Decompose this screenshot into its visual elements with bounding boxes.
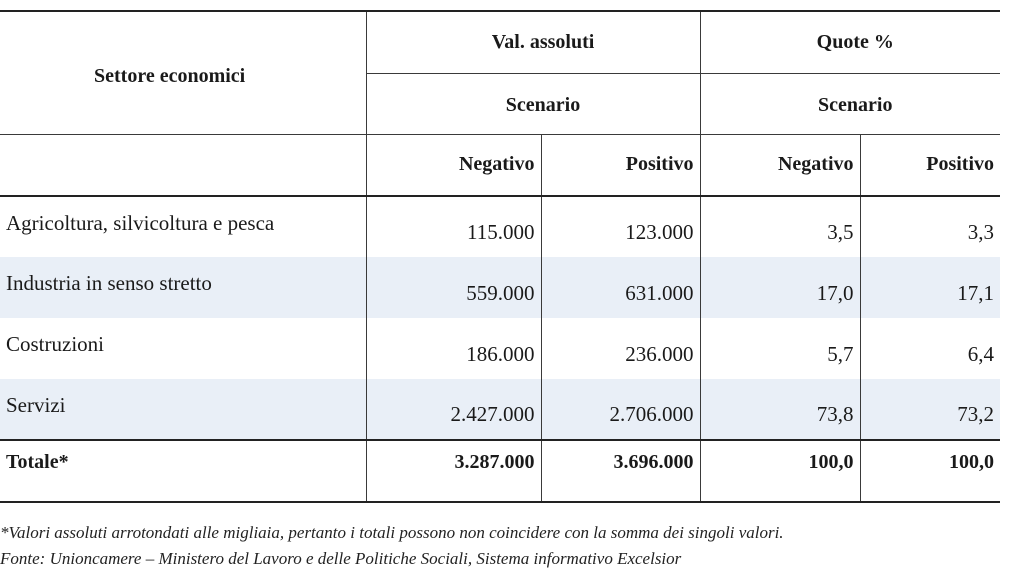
total-value: 3.287.000 — [366, 440, 541, 502]
footnote: *Valori assoluti arrotondati alle migliaia, pertanto i totali possono non coincidere con la somma dei singoli valori. — [0, 523, 784, 542]
header-col-positivo-val: Positivo — [541, 134, 700, 196]
cell-value: 3,5 — [700, 196, 860, 257]
cell-value: 2.706.000 — [541, 379, 700, 440]
cell-value: 186.000 — [366, 318, 541, 379]
employment-scenario-table — [0, 10, 1000, 503]
header-col-negativo-quota: Negativo — [700, 134, 860, 196]
header-scenario-shares: Scenario — [700, 73, 1000, 134]
cell-value: 5,7 — [700, 318, 860, 379]
header-blank — [0, 134, 366, 196]
table-row — [0, 318, 1000, 379]
table-row — [0, 257, 1000, 318]
cell-value: 17,0 — [700, 257, 860, 318]
header-scenario-values: Scenario — [366, 73, 700, 134]
total-value: 100,0 — [700, 440, 860, 502]
total-label: Totale* — [0, 440, 366, 502]
source-note: Fonte: Unioncamere – Ministero del Lavoro e delle Politiche Sociali, Sistema informativo Excelsior — [0, 549, 682, 568]
header-sector: Settore economici — [0, 11, 366, 134]
cell-value: 6,4 — [967, 342, 995, 366]
cell-value: 123.000 — [541, 196, 700, 257]
cell-value: 115.000 — [366, 196, 541, 257]
row-label: Servizi — [0, 379, 366, 440]
cell-value: 73,8 — [700, 379, 860, 440]
table-row — [0, 379, 1000, 440]
total-value: 3.696.000 — [541, 440, 700, 502]
row-label: Agricoltura, silvicoltura e pesca — [0, 196, 366, 257]
cell-value: 3,3 — [967, 220, 995, 244]
header-col-positivo-quota: Positivo — [860, 134, 1000, 196]
cell-value: 559.000 — [366, 257, 541, 318]
row-label: Industria in senso stretto — [0, 257, 366, 318]
header-absolute-values: Val. assoluti — [366, 11, 700, 73]
cell-value: 2.427.000 — [366, 379, 541, 440]
header-col-negativo-val: Negativo — [366, 134, 541, 196]
cell-value: 236.000 — [541, 318, 700, 379]
cell-value: 17,1 — [860, 257, 1000, 318]
total-value: 100,0 — [860, 440, 1000, 502]
table-notes — [0, 520, 1000, 572]
table-row — [0, 196, 1000, 257]
row-label: Costruzioni — [0, 318, 366, 379]
total-row — [0, 440, 1000, 502]
cell-value: 73,2 — [860, 379, 1000, 440]
header-shares: Quote % — [700, 11, 1000, 73]
cell-value: 631.000 — [541, 257, 700, 318]
